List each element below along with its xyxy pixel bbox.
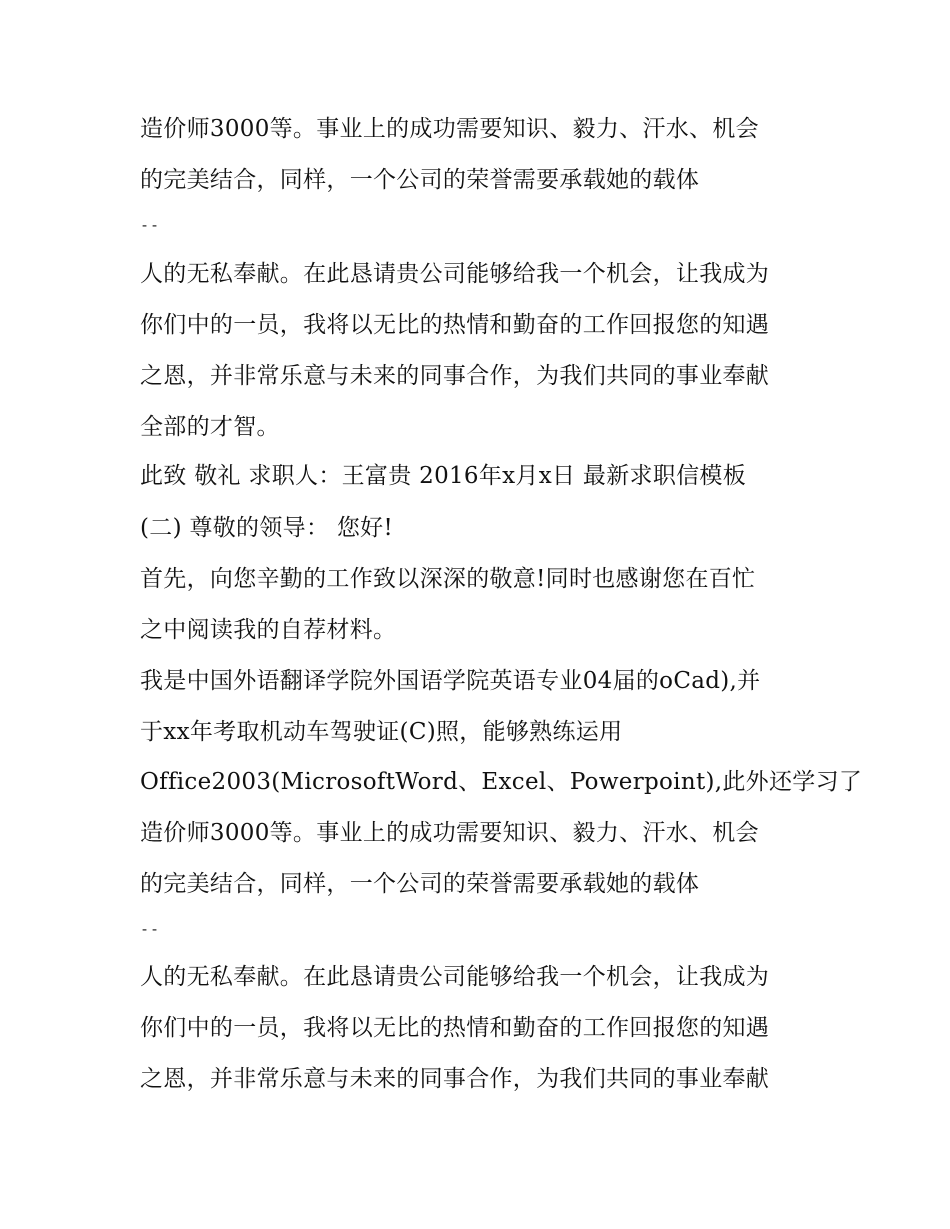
text-line: 于xx年考取机动车驾驶证(C)照，能够熟练运用 (140, 719, 623, 745)
text-line: 我是中国外语翻译学院外国语学院英语专业04届的oCad),并 (140, 668, 761, 694)
text-line: 你们中的一员，我将以无比的热情和勤奋的工作回报您的知遇 (140, 1015, 770, 1041)
text-line: (二) 尊敬的领导： 您好! (140, 515, 394, 541)
text-line: 的完美结合，同样，一个公司的荣誉需要承载她的载体 (140, 871, 700, 897)
text-line: 人的无私奉献。在此恳请贵公司能够给我一个机会，让我成为 (140, 964, 770, 990)
text-line: 你们中的一员，我将以无比的热情和勤奋的工作回报您的知遇 (140, 312, 770, 338)
text-line: 人的无私奉献。在此恳请贵公司能够给我一个机会，让我成为 (140, 261, 770, 287)
text-line: Office2003(MicrosoftWord、Excel、Powerpoint),此外还学习了 (140, 769, 863, 795)
text-line: 全部的才智。 (140, 414, 280, 440)
page-separator: -- (140, 920, 161, 938)
text-line: 之恩，并非常乐意与未来的同事合作，为我们共同的事业奉献 (140, 363, 770, 389)
text-line: 造价师3000等。事业上的成功需要知识、毅力、汗水、机会 (140, 820, 759, 846)
page-separator: -- (140, 216, 161, 234)
text-line: 造价师3000等。事业上的成功需要知识、毅力、汗水、机会 (140, 116, 759, 142)
text-line: 首先，向您辛勤的工作致以深深的敬意!同时也感谢您在百忙 (140, 566, 756, 592)
text-line: 此致 敬礼 求职人：王富贵 2016年x月x日 最新求职信模板 (140, 463, 747, 489)
text-line: 之恩，并非常乐意与未来的同事合作，为我们共同的事业奉献 (140, 1066, 770, 1092)
text-line: 之中阅读我的自荐材料。 (140, 617, 397, 643)
text-line: 的完美结合，同样，一个公司的荣誉需要承载她的载体 (140, 167, 700, 193)
